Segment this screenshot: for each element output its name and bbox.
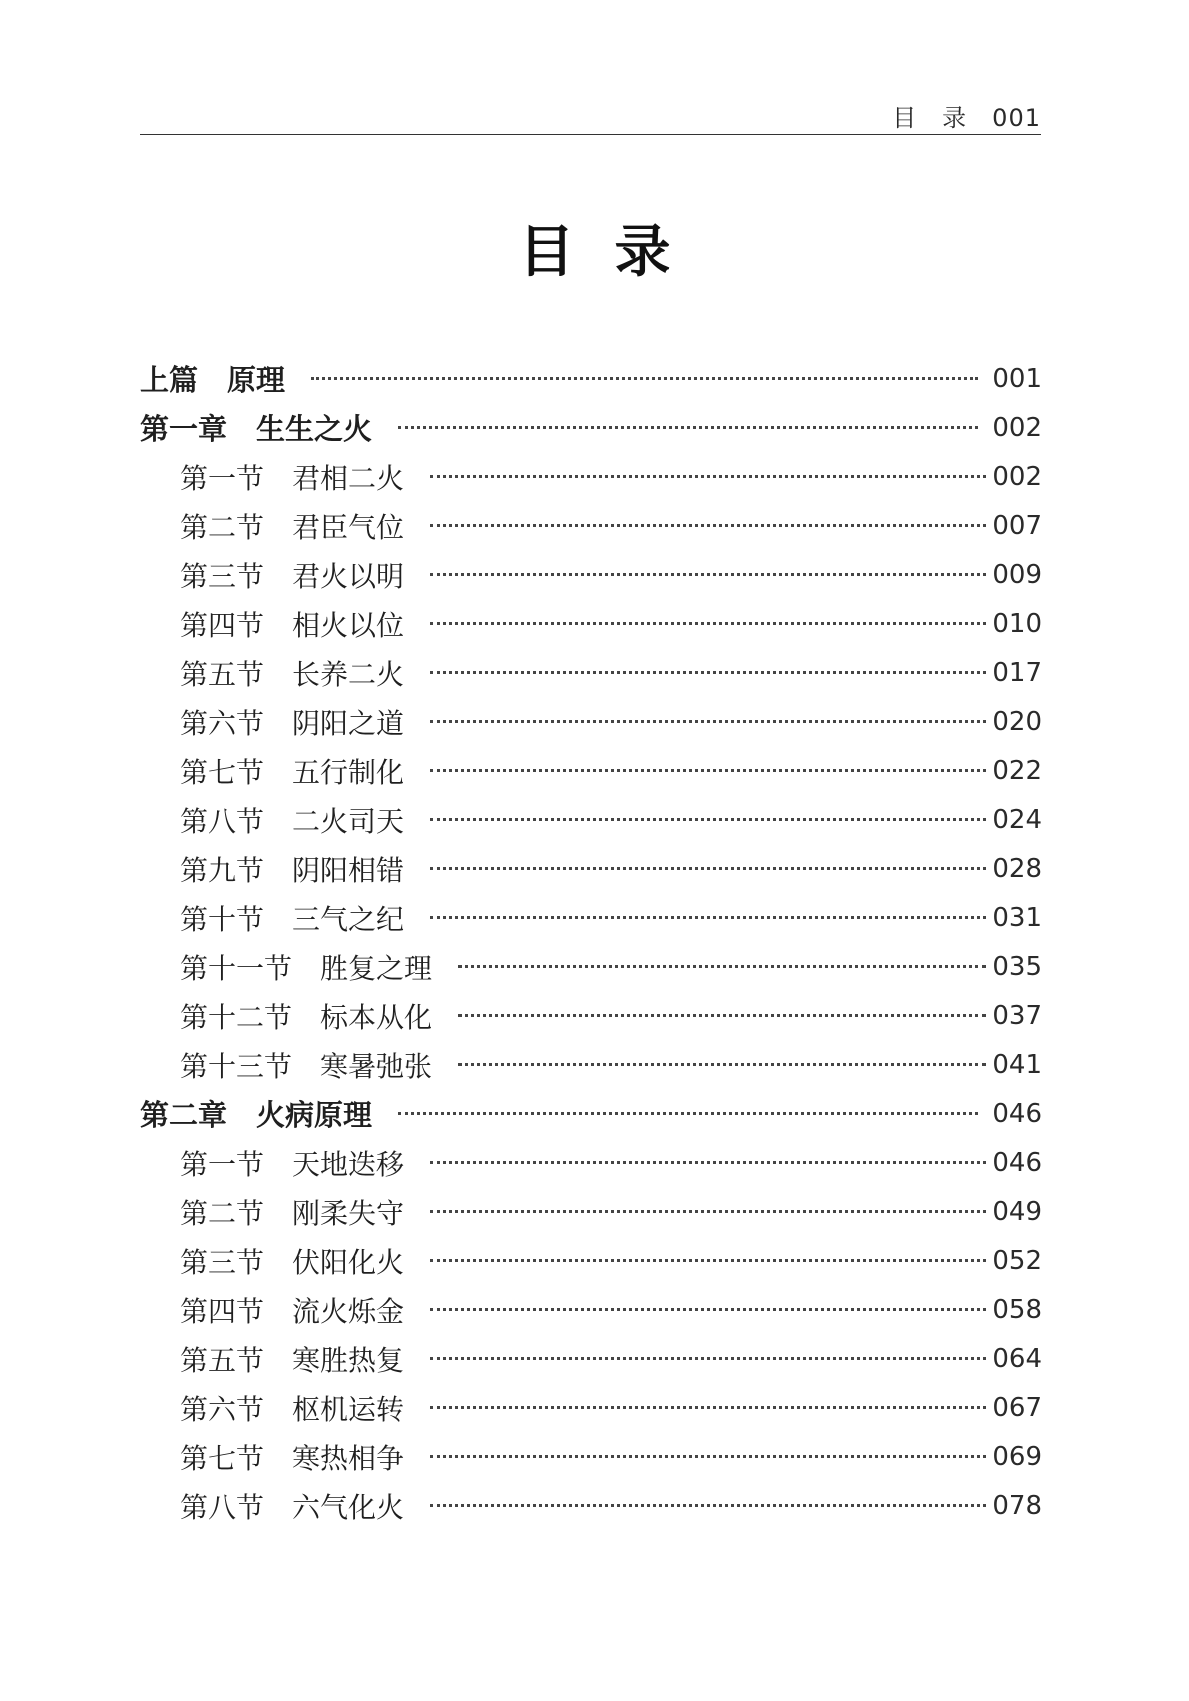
dot-leader	[430, 769, 986, 772]
toc-entry-page-number: 001	[992, 363, 1042, 394]
toc-entry-label: 第十三节 寒暑弛张	[180, 1049, 433, 1083]
dot-leader	[430, 818, 986, 821]
toc-entry-label: 第四节 流火烁金	[180, 1294, 405, 1328]
toc-entry-page-number: 069	[992, 1441, 1042, 1472]
toc-part-entry[interactable]	[140, 354, 1042, 403]
toc-entry-page-number: 058	[992, 1294, 1042, 1325]
toc-entry-label: 第二节 君臣气位	[180, 510, 405, 544]
toc-entry-page-number: 002	[992, 412, 1042, 443]
toc-section-entry[interactable]	[140, 697, 1042, 746]
dot-leader	[430, 720, 986, 723]
toc-entry-label: 第二章 火病原理	[140, 1098, 373, 1132]
toc-entry-label: 第二节 刚柔失守	[180, 1196, 405, 1230]
dot-leader	[430, 1259, 986, 1262]
dot-leader	[430, 1357, 986, 1360]
toc-entry-page-number: 037	[992, 1000, 1042, 1031]
toc-entry-page-number: 010	[992, 608, 1042, 639]
toc-entry-label: 第十节 三气之纪	[180, 902, 405, 936]
toc-entry-page-number: 002	[992, 461, 1042, 492]
running-head-text: 目 录 001	[892, 104, 1041, 132]
toc-entry-label: 第十二节 标本从化	[180, 1000, 433, 1034]
toc-entry-label: 第七节 寒热相争	[180, 1441, 405, 1475]
toc-section-entry[interactable]	[140, 1040, 1042, 1089]
toc-entry-label: 第四节 相火以位	[180, 608, 405, 642]
toc-entry-page-number: 078	[992, 1490, 1042, 1521]
toc-entry-label: 第一节 君相二火	[180, 461, 405, 495]
toc-section-entry[interactable]	[140, 942, 1042, 991]
table-of-contents	[140, 354, 1042, 1530]
toc-entry-page-number: 046	[992, 1147, 1042, 1178]
toc-entry-page-number: 022	[992, 755, 1042, 786]
toc-entry-page-number: 052	[992, 1245, 1042, 1276]
toc-section-entry[interactable]	[140, 844, 1042, 893]
running-head	[140, 92, 1041, 135]
toc-entry-page-number: 020	[992, 706, 1042, 737]
dot-leader	[430, 1210, 986, 1213]
toc-section-entry[interactable]	[140, 1481, 1042, 1530]
dot-leader	[430, 622, 986, 625]
toc-section-entry[interactable]	[140, 550, 1042, 599]
toc-entry-page-number: 028	[992, 853, 1042, 884]
toc-section-entry[interactable]	[140, 1285, 1042, 1334]
toc-entry-label: 第十一节 胜复之理	[180, 951, 433, 985]
toc-entry-page-number: 035	[992, 951, 1042, 982]
dot-leader	[430, 1308, 986, 1311]
toc-entry-label: 第五节 长养二火	[180, 657, 405, 691]
dot-leader	[430, 1504, 986, 1507]
toc-entry-label: 第三节 君火以明	[180, 559, 405, 593]
toc-entry-label: 第八节 六气化火	[180, 1490, 405, 1524]
dot-leader	[458, 965, 986, 968]
dot-leader	[398, 1112, 978, 1115]
toc-entry-label: 第三节 伏阳化火	[180, 1245, 405, 1279]
toc-entry-label: 第八节 二火司天	[180, 804, 405, 838]
dot-leader	[458, 1063, 986, 1066]
dot-leader	[311, 377, 978, 380]
toc-entry-page-number: 017	[992, 657, 1042, 688]
toc-section-entry[interactable]	[140, 1187, 1042, 1236]
toc-entry-page-number: 049	[992, 1196, 1042, 1227]
toc-entry-label: 第七节 五行制化	[180, 755, 405, 789]
toc-section-entry[interactable]	[140, 991, 1042, 1040]
toc-section-entry[interactable]	[140, 452, 1042, 501]
dot-leader	[430, 867, 986, 870]
toc-entry-page-number: 031	[992, 902, 1042, 933]
dot-leader	[430, 1455, 986, 1458]
dot-leader	[430, 573, 986, 576]
toc-section-entry[interactable]	[140, 746, 1042, 795]
dot-leader	[458, 1014, 986, 1017]
toc-entry-label: 第一章 生生之火	[140, 412, 373, 446]
toc-entry-page-number: 067	[992, 1392, 1042, 1423]
dot-leader	[430, 475, 986, 478]
toc-entry-label: 上篇 原理	[140, 363, 286, 397]
toc-entry-page-number: 007	[992, 510, 1042, 541]
toc-section-entry[interactable]	[140, 648, 1042, 697]
toc-entry-label: 第一节 天地迭移	[180, 1147, 405, 1181]
toc-entry-label: 第六节 阴阳之道	[180, 706, 405, 740]
toc-section-entry[interactable]	[140, 893, 1042, 942]
toc-part-entry[interactable]	[140, 403, 1042, 452]
toc-section-entry[interactable]	[140, 795, 1042, 844]
toc-part-entry[interactable]	[140, 1089, 1042, 1138]
toc-entry-label: 第六节 枢机运转	[180, 1392, 405, 1426]
toc-section-entry[interactable]	[140, 1334, 1042, 1383]
toc-section-entry[interactable]	[140, 1383, 1042, 1432]
toc-entry-label: 第五节 寒胜热复	[180, 1343, 405, 1377]
toc-section-entry[interactable]	[140, 1236, 1042, 1285]
dot-leader	[430, 1161, 986, 1164]
toc-entry-page-number: 009	[992, 559, 1042, 590]
toc-entry-page-number: 046	[992, 1098, 1042, 1129]
toc-entry-page-number: 064	[992, 1343, 1042, 1374]
toc-entry-page-number: 041	[992, 1049, 1042, 1080]
toc-section-entry[interactable]	[140, 501, 1042, 550]
dot-leader	[430, 916, 986, 919]
toc-section-entry[interactable]	[140, 1432, 1042, 1481]
toc-entry-page-number: 024	[992, 804, 1042, 835]
dot-leader	[398, 426, 978, 429]
page-title: 目录	[518, 220, 711, 285]
dot-leader	[430, 671, 986, 674]
dot-leader	[430, 524, 986, 527]
toc-section-entry[interactable]	[140, 599, 1042, 648]
toc-section-entry[interactable]	[140, 1138, 1042, 1187]
dot-leader	[430, 1406, 986, 1409]
toc-entry-label: 第九节 阴阳相错	[180, 853, 405, 887]
